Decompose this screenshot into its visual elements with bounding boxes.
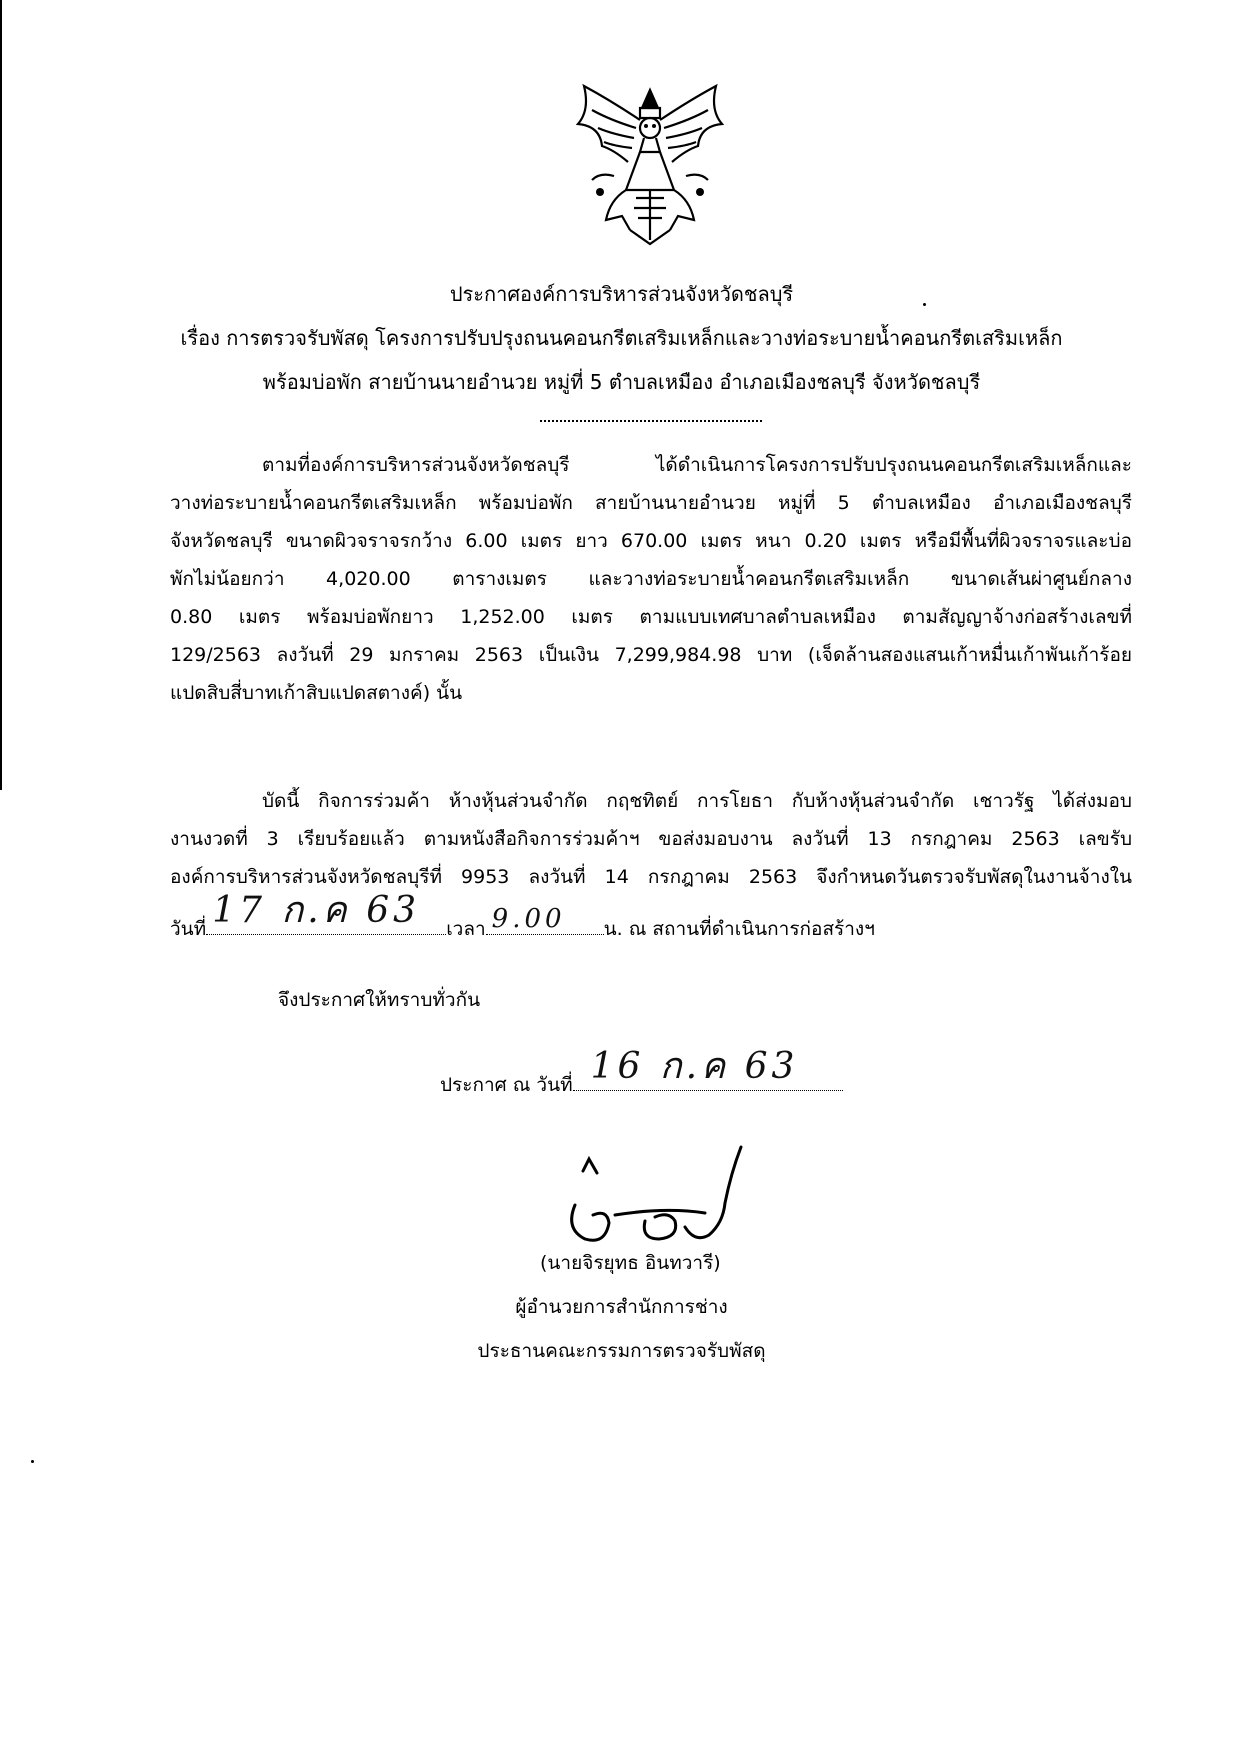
garuda-emblem-icon [570, 80, 730, 250]
paragraph-line: องค์การบริหารส่วนจังหวัดชลบุรีที่ 9953 ลงวันที่ 14 กรกฎาคม 2563 จึงกำหนดวันตรวจรับพัสดุในงานจ้างใน [170, 866, 1132, 888]
announcement-date-row [440, 1046, 843, 1100]
scan-speck [923, 303, 926, 306]
paragraph-line: 129/2563 ลงวันที่ 29 มกราคม 2563 เป็นเงิน 7,299,984.98 บาท (เจ็ดล้านสองแสนเก้าหมื่นเก้าพันเก้าร้อย [170, 644, 1132, 666]
paragraph-delivery [170, 782, 1132, 896]
time-label: เวลา [446, 918, 486, 940]
paragraph-line: งานงวดที่ 3 เรียบร้อยแล้ว ตามหนังสือกิจการร่วมค้าฯ ขอส่งมอบงาน ลงวันที่ 13 กรกฎาคม 2563 เลขรับ [170, 828, 1132, 850]
signatory-name: (นายจิรยุทธ อินทวารี) [540, 1252, 721, 1274]
handwritten-inspection-time: 9.00 [491, 904, 566, 934]
page-title: ประกาศองค์การบริหารส่วนจังหวัดชลบุรี [449, 282, 794, 306]
closing-statement: จึงประกาศให้ทราบทั่วกัน [278, 989, 481, 1011]
scan-speck [31, 1460, 34, 1463]
paragraph-line: ตามที่องค์การบริหารส่วนจังหวัดชลบุรี ได้ดำเนินการโครงการปรับปรุงถนนคอนกรีตเสริมเหล็กและ [262, 454, 1132, 476]
dotted-separator [540, 420, 762, 422]
paragraph-line: จังหวัดชลบุรี ขนาดผิวจราจรกว้าง 6.00 เมตร ยาว 670.00 เมตร หนา 0.20 เมตร หรือมีพื้นที่ผิวจราจรและบ่อ [170, 530, 1132, 552]
date-field [206, 890, 446, 935]
inspection-date-row [170, 890, 875, 944]
paragraph-line: พักไม่น้อยกว่า 4,020.00 ตารางเมตร และวางท่อระบายน้ำคอนกรีตเสริมเหล็ก ขนาดเส้นผ่าศูนย์กลาง [170, 568, 1132, 590]
signatory-position: ผู้อำนวยการสำนักการช่าง [515, 1296, 728, 1318]
paragraph-line: แปดสิบสี่บาทเก้าสิบแปดสตางค์) นั้น [170, 682, 463, 704]
announce-date-field [573, 1046, 843, 1091]
time-field [486, 904, 604, 935]
signatory-role: ประธานคณะกรรมการตรวจรับพัสดุ [477, 1340, 766, 1362]
location-text: น. ณ สถานที่ดำเนินการก่อสร้างฯ [603, 918, 875, 940]
date-label: วันที่ [170, 918, 207, 940]
announce-label: ประกาศ ณ วันที่ [440, 1074, 573, 1096]
handwritten-signature-icon [545, 1143, 775, 1258]
subject-line-1: เรื่อง การตรวจรับพัสดุ โครงการปรับปรุงถนนคอนกรีตเสริมเหล็กและวางท่อระบายน้ำคอนกรีตเสริมเหล็ก [180, 326, 1063, 350]
handwritten-inspection-date: 17 ก.ค 63 [212, 890, 421, 931]
handwritten-announce-date: 16 ก.ค 63 [590, 1046, 799, 1087]
paragraph-line: 0.80 เมตร พร้อมบ่อพักยาว 1,252.00 เมตร ตามแบบเทศบาลตำบลเหมือง ตามสัญญาจ้างก่อสร้างเลขที่ [170, 606, 1132, 628]
paragraph-line: บัดนี้ กิจการร่วมค้า ห้างหุ้นส่วนจำกัด กฤชทิตย์ การโยธา กับห้างหุ้นส่วนจำกัด เชาวรัฐ ได้ส่งมอบ [262, 790, 1132, 812]
paragraph-project-details [170, 446, 1132, 712]
subject-line-2: พร้อมบ่อพัก สายบ้านนายอำนวย หมู่ที่ 5 ตำบลเหมือง อำเภอเมืองชลบุรี จังหวัดชลบุรี [262, 370, 981, 394]
paragraph-line: วางท่อระบายน้ำคอนกรีตเสริมเหล็ก พร้อมบ่อพัก สายบ้านนายอำนวย หมู่ที่ 5 ตำบลเหมือง อำเภอเมืองชลบุรี [170, 492, 1132, 514]
